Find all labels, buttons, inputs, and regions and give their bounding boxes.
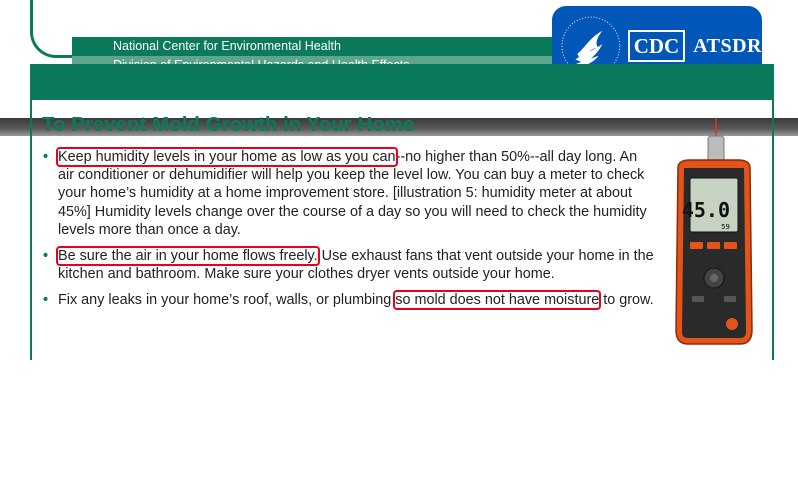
tips-list bbox=[40, 148, 655, 318]
section-heading: To Prevent Mold Growth in Your Home bbox=[42, 113, 415, 136]
bullet-text: Use exhaust fans that vent outside your home in the kitchen and bathroom. Make sure your clothes dryer vents outside your home. bbox=[58, 248, 654, 283]
bullet-text: to grow. bbox=[599, 292, 654, 309]
org-band-primary: National Center for Environmental Health bbox=[72, 37, 560, 56]
atsdr-wordmark: ATSDR bbox=[693, 34, 762, 57]
list-item bbox=[40, 247, 655, 283]
bullet-text: Fix any leaks in your home’s roof, walls, or plumbing bbox=[58, 292, 396, 309]
cdc-wordmark: CDC bbox=[628, 30, 686, 62]
list-item bbox=[40, 291, 655, 309]
list-item bbox=[40, 148, 655, 239]
meter-reading: 45.0 bbox=[681, 198, 730, 222]
highlighted-phrase: so mold does not have moisture bbox=[395, 292, 600, 309]
section-header-band bbox=[30, 64, 774, 100]
meter-temp: 59 bbox=[721, 223, 730, 231]
highlighted-phrase: Be sure the air in your home flows freely. bbox=[58, 248, 318, 265]
bullet-text: --no higher than 50%--all day long. An air conditioner or dehumidifier will help you keep the level low. You can buy a meter to check your home’s humidity at a home improvement store. [illustration 5: humidity meter at about 45%] Humidity levels change over the course of a day so you will need to check the humidity levels more than once a day. bbox=[58, 149, 647, 238]
humidity-meter-illustration bbox=[660, 118, 760, 348]
highlighted-phrase: Keep humidity levels in your home as low as you can bbox=[58, 149, 396, 165]
